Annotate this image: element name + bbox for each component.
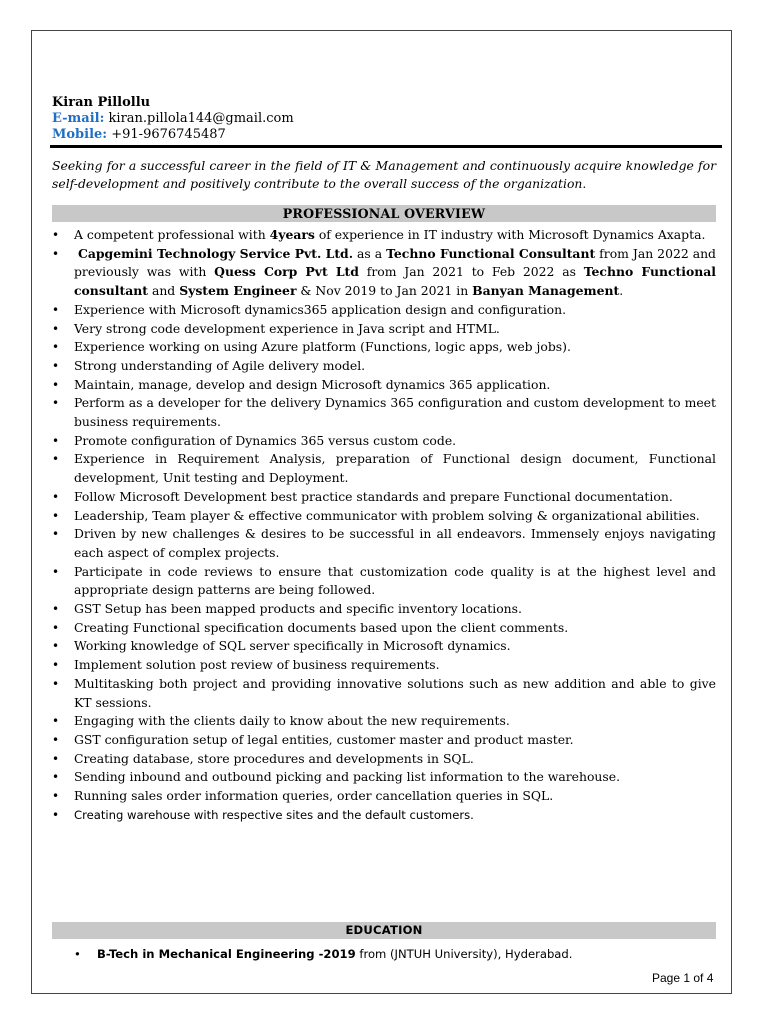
list-item: • Promote configuration of Dynamics 365 versus custom code. bbox=[52, 432, 716, 451]
degree-name: B-Tech in Mechanical Engineering -2019 bbox=[97, 947, 356, 961]
list-item: • Working knowledge of SQL server specifically in Microsoft dynamics. bbox=[52, 637, 716, 656]
list-item: • Sending inbound and outbound picking and packing list information to the warehouse. bbox=[52, 768, 716, 787]
mobile-value: +91-9676745487 bbox=[111, 127, 226, 142]
education-list bbox=[52, 945, 716, 963]
list-item: • Very strong code development experience in Java script and HTML. bbox=[52, 320, 716, 339]
list-item: • Creating warehouse with respective sites and the default customers. bbox=[52, 806, 716, 825]
list-item: • Running sales order information queries, order cancellation queries in SQL. bbox=[52, 787, 716, 806]
list-item: • B-Tech in Mechanical Engineering -2019 from (JNTUH University), Hyderabad. bbox=[52, 945, 716, 963]
list-item: • Maintain, manage, develop and design Microsoft dynamics 365 application. bbox=[52, 376, 716, 395]
list-item: • Experience working on using Azure platform (Functions, logic apps, web jobs). bbox=[52, 338, 716, 357]
list-item: • GST configuration setup of legal entities, customer master and product master. bbox=[52, 731, 716, 750]
list-item: • Driven by new challenges & desires to be successful in all endeavors. Immensely enjoys navigating each aspect of complex projects. bbox=[52, 525, 716, 562]
email-line bbox=[52, 111, 294, 127]
list-item: • GST Setup has been mapped products and specific inventory locations. bbox=[52, 600, 716, 619]
list-item: • Creating database, store procedures and developments in SQL. bbox=[52, 750, 716, 769]
candidate-name: Kiran Pillollu bbox=[52, 95, 151, 110]
list-item: • Participate in code reviews to ensure that customization code quality is at the highest level and appropriate design patterns are being followed. bbox=[52, 563, 716, 600]
list-item: • Multitasking both project and providing innovative solutions such as new addition and able to give KT sessions. bbox=[52, 675, 716, 712]
list-item: • Experience with Microsoft dynamics365 application design and configuration. bbox=[52, 301, 716, 320]
email-label: E-mail: bbox=[52, 111, 105, 126]
professional-overview-list bbox=[52, 226, 716, 825]
career-objective: Seeking for a successful career in the field of IT & Management and continuously acquire knowledge for self-development and positively contribute to the overall success of the organization. bbox=[52, 158, 716, 191]
list-item: • Leadership, Team player & effective communicator with problem solving & organizational abilities. bbox=[52, 507, 716, 526]
page-number: Page 1 of 4 bbox=[652, 971, 714, 985]
list-item: • Follow Microsoft Development best practice standards and prepare Functional documentation. bbox=[52, 488, 716, 507]
list-item: • Implement solution post review of business requirements. bbox=[52, 656, 716, 675]
mobile-line bbox=[52, 127, 226, 143]
mobile-label: Mobile: bbox=[52, 127, 108, 142]
section-heading-education: EDUCATION bbox=[52, 922, 716, 939]
list-item: • A competent professional with 4years of experience in IT industry with Microsoft Dynamics Axapta. bbox=[52, 226, 716, 245]
list-item: • Experience in Requirement Analysis, preparation of Functional design document, Functional development, Unit testing and Deployment. bbox=[52, 450, 716, 487]
list-item: • Perform as a developer for the delivery Dynamics 365 configuration and custom development to meet business requirements. bbox=[52, 394, 716, 431]
list-item: • Capgemini Technology Service Pvt. Ltd. as a Techno Functional Consultant from Jan 2022 and previously was with Quess Corp Pvt Ltd from Jan 2021 to Feb 2022 as Techno Functional consultant and System Engineer & Nov 2019 to Jan 2021 in Banyan Management. bbox=[52, 245, 716, 301]
list-item: • Strong understanding of Agile delivery model. bbox=[52, 357, 716, 376]
header-divider bbox=[50, 145, 722, 148]
email-value: kiran.pillola144@gmail.com bbox=[108, 111, 294, 126]
list-item: • Engaging with the clients daily to know about the new requirements. bbox=[52, 712, 716, 731]
section-heading-professional-overview: PROFESSIONAL OVERVIEW bbox=[52, 205, 716, 222]
list-item: • Creating Functional specification documents based upon the client comments. bbox=[52, 619, 716, 638]
